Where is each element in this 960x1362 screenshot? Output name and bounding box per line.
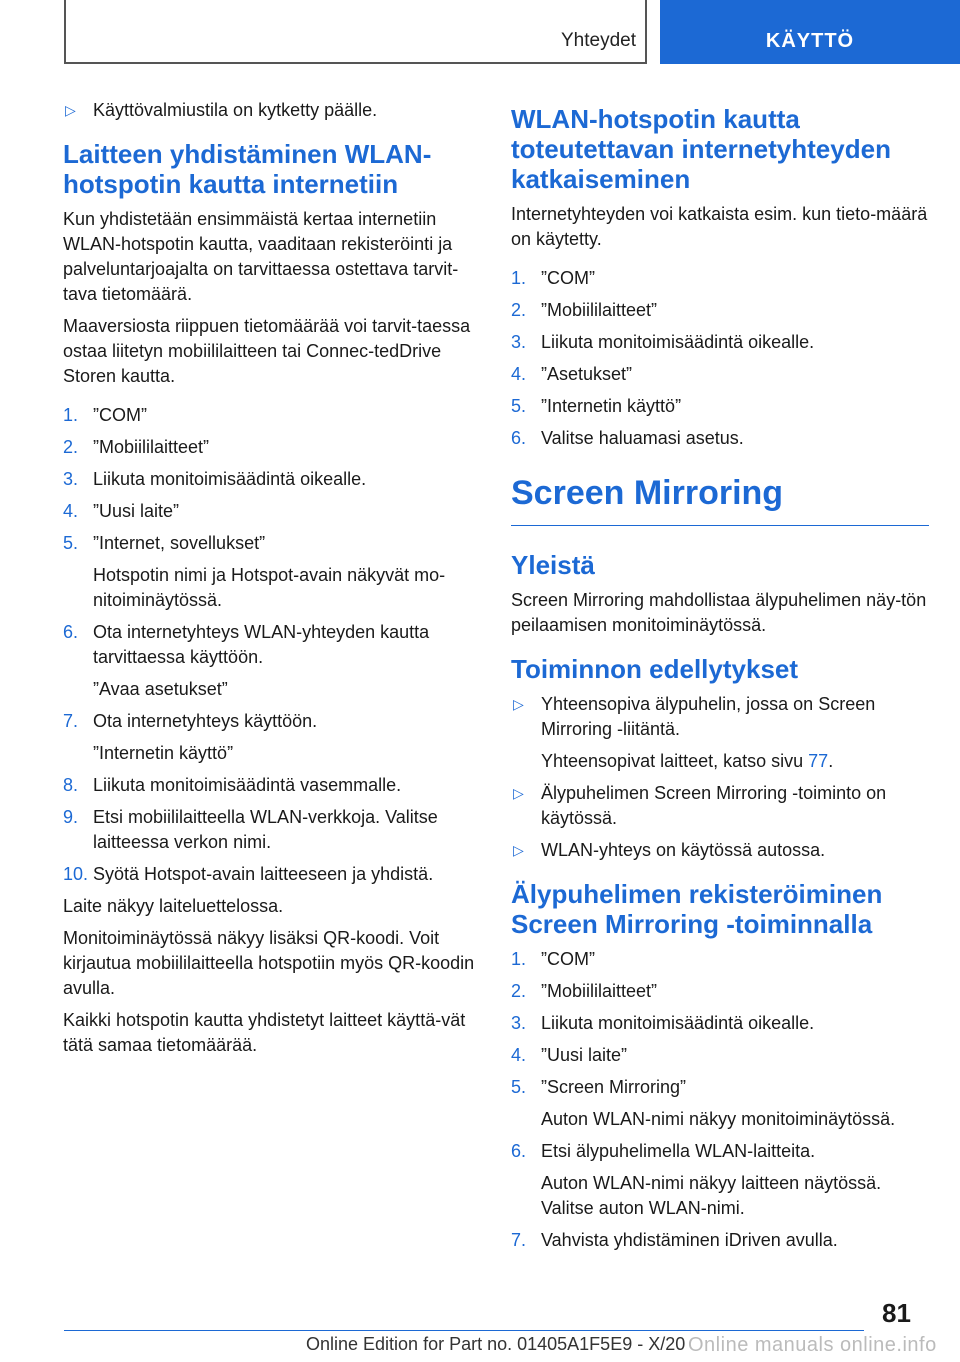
paragraph: Kaikki hotspotin kautta yhdistetyt laitteet käyttä-vät tätä samaa tietomäärää. [63,1010,466,1055]
step-text: ”COM” [93,405,147,425]
step-text: ”Internet, sovellukset” [93,533,266,553]
step-item [63,467,475,492]
paragraph: Kun yhdistetään ensimmäistä kertaa internetiin WLAN-hotspotin kautta, vaaditaan rekisteröinti ja palveluntarjoajalta on tarvittaessa ostettava tarvit-tava tietomäärä. [63,209,459,304]
right-column [511,98,929,1260]
triangle-bullet-icon: ▷ [65,102,76,118]
paragraph: Internetyhteyden voi katkaista esim. kun tieto-määrä on käytetty. [511,204,928,249]
step-number: 2. [511,300,527,320]
step-text: ”Uusi laite” [541,1045,628,1065]
step-item [63,709,475,734]
step-item [63,805,475,855]
step-item [511,1228,929,1253]
step-note: ”Avaa asetukset” [93,679,228,699]
page-number: 81 [882,1298,911,1328]
header-frame [64,0,647,64]
step-item [511,979,929,1004]
step-item [63,773,475,798]
step-number: 7. [63,711,79,731]
step-item [511,266,929,291]
step-note: Auton WLAN-nimi näkyy monitoiminäytössä. [541,1109,896,1129]
step-number: 5. [511,396,527,416]
step-text: Liikuta monitoimisäädintä oikealle. [93,469,367,489]
step-number: 3. [63,469,79,489]
chapter-title: Screen Mirroring [511,473,929,526]
step-number: 3. [511,332,527,352]
paragraph: Screen Mirroring mahdollistaa älypuhelimen näy-tön peilaamisen monitoiminäytössä. [511,590,927,635]
header-section-title: Yhteydet [561,30,636,51]
paragraph: Laite näkyy laiteluettelossa. [63,896,284,916]
step-item [511,947,929,972]
header-chapter-tab: KÄYTTÖ [660,0,960,64]
step-text: Liikuta monitoimisäädintä oikealle. [541,332,815,352]
step-text: Liikuta monitoimisäädintä vasemmalle. [93,775,402,795]
step-number: 6. [63,622,79,642]
paragraph: Monitoiminäytössä näkyy lisäksi QR-koodi. Voit kirjautua mobiililaitteella hotspotiin myös QR-koodin avulla. [63,928,475,998]
step-item [511,1075,929,1100]
watermark: Online manuals online.info [688,1334,937,1356]
step-text: Etsi älypuhelimella WLAN-laitteita. [541,1141,816,1161]
step-note: Hotspotin nimi ja Hotspot-avain näkyvät mo-nitoiminäytössä. [93,565,446,610]
step-note: Auton WLAN-nimi näkyy laitteen näytössä. Valitse auton WLAN-nimi. [541,1173,882,1218]
step-number: 8. [63,775,79,795]
step-item [511,362,929,387]
step-item [63,435,475,460]
step-number: 6. [511,428,527,448]
bullet-item [511,838,929,863]
bullet-note [511,749,929,774]
step-number: 9. [63,807,79,827]
step-number: 5. [511,1077,527,1097]
section-heading-disconnect: WLAN-hotspotin kautta toteutettavan internetyhteyden katkaiseminen [511,104,891,194]
step-text: ”Mobiililaitteet” [93,437,210,457]
footer-divider [64,1330,864,1331]
step-text: ”Screen Mirroring” [541,1077,687,1097]
bullet-note-text: Yhteensopivat laitteet, katso sivu [541,751,809,771]
step-text: ”Internetin käyttö” [541,396,682,416]
step-number: 2. [511,981,527,1001]
step-item [511,1043,929,1068]
bullet-prerequisite [63,98,475,123]
step-number: 4. [511,364,527,384]
step-number: 4. [63,501,79,521]
step-text: ”Mobiililaitteet” [541,981,658,1001]
section-heading-register: Älypuhelimen rekisteröiminen Screen Mirroring -toiminnalla [511,879,883,939]
left-column [63,98,475,1065]
step-text: Ota internetyhteys käyttöön. [93,711,318,731]
step-item [511,1011,929,1036]
triangle-bullet-icon: ▷ [513,696,524,712]
step-text: Etsi mobiililaitteella WLAN-verkkoja. Valitse laitteessa verkon nimi. [93,807,438,852]
page-reference-link[interactable]: 77 [808,751,829,771]
triangle-bullet-icon: ▷ [513,785,524,801]
step-number: 1. [63,405,79,425]
footer-edition: Online Edition for Part no. 01405A1F5E9 - X/20 [306,1334,686,1354]
step-text: Syötä Hotspot-avain laitteeseen ja yhdistä. [93,864,434,884]
bullet-item [511,781,929,831]
step-text: ”COM” [541,949,595,969]
step-item [63,499,475,524]
step-text: Ota internetyhteys WLAN-yhteyden kautta tarvittaessa käyttöön. [93,622,430,667]
step-note: ”Internetin käyttö” [93,743,234,763]
paragraph: Maaversiosta riippuen tietomäärää voi tarvit-taessa ostaa liitetyn mobiililaitteen tai Connec-tedDrive Storen kautta. [63,316,471,386]
step-item [63,620,475,670]
step-text: Valitse haluamasi asetus. [541,428,744,448]
step-item [63,403,475,428]
bullet-text: Älypuhelimen Screen Mirroring -toiminto on käytössä. [541,783,887,828]
step-number: 2. [63,437,79,457]
bullet-text: WLAN-yhteys on käytössä autossa. [541,840,826,860]
section-heading-connect: Laitteen yhdistäminen WLAN-hotspotin kautta internetiin [63,139,432,199]
bullet-text: Yhteensopiva älypuhelin, jossa on Screen Mirroring -liitäntä. [541,694,876,739]
step-text: Liikuta monitoimisäädintä oikealle. [541,1013,815,1033]
step-text: ”Uusi laite” [93,501,180,521]
step-number: 7. [511,1230,527,1250]
section-heading-requirements: Toiminnon edellytykset [511,654,799,684]
step-item [511,394,929,419]
step-number: 6. [511,1141,527,1161]
step-text: ”Asetukset” [541,364,633,384]
step-item [511,330,929,355]
step-item [63,531,475,556]
step-number: 3. [511,1013,527,1033]
section-heading-general: Yleistä [511,550,595,580]
step-text: Vahvista yhdistäminen iDriven avulla. [541,1230,838,1250]
triangle-bullet-icon: ▷ [513,842,524,858]
step-number: 10. [63,864,89,884]
bullet-text: Käyttövalmiustila on kytketty päälle. [93,100,378,120]
step-item [511,298,929,323]
step-text: ”COM” [541,268,595,288]
step-item [63,862,475,887]
step-number: 1. [511,949,527,969]
bullet-note-period: . [828,751,834,771]
step-number: 1. [511,268,527,288]
step-item [511,1139,929,1164]
bullet-item [511,692,929,742]
step-number: 5. [63,533,79,553]
step-number: 4. [511,1045,527,1065]
step-item [511,426,929,451]
step-text: ”Mobiililaitteet” [541,300,658,320]
